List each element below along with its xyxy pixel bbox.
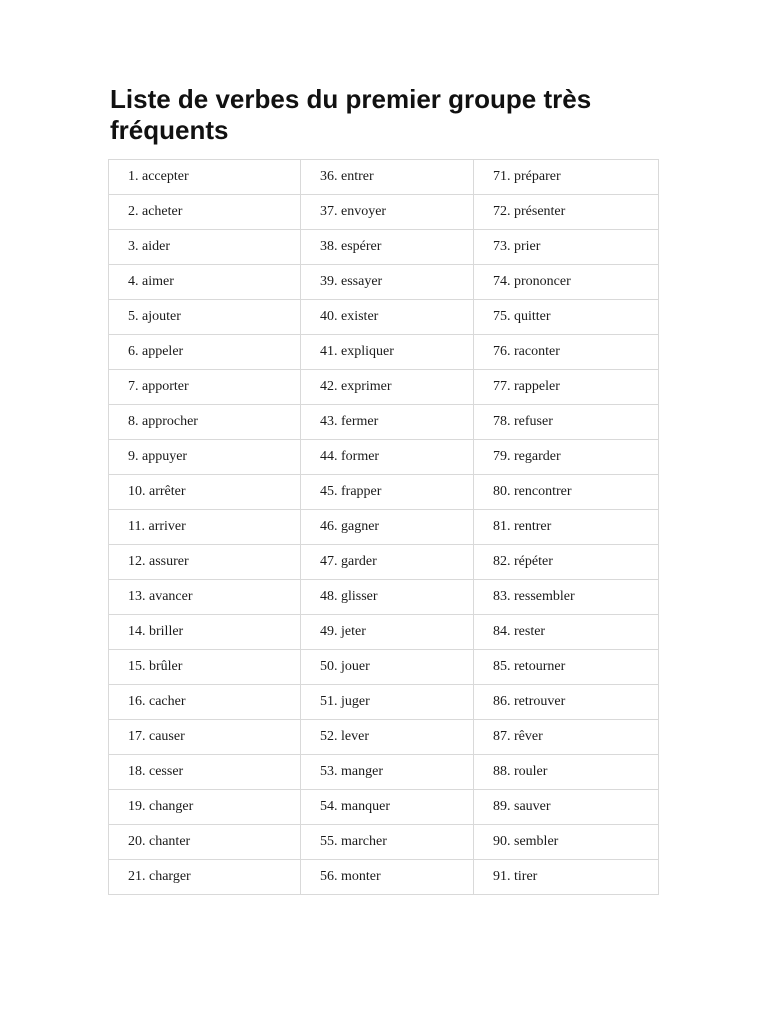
table-cell: 15. brûler [109,650,301,685]
table-row [109,335,659,370]
table-cell: 77. rappeler [474,370,659,405]
table-cell: 84. rester [474,615,659,650]
table-cell: 3. aider [109,230,301,265]
table-cell: 6. appeler [109,335,301,370]
table-cell: 9. appuyer [109,440,301,475]
table-cell: 76. raconter [474,335,659,370]
table-cell: 39. essayer [301,265,474,300]
table-row [109,440,659,475]
table-cell: 55. marcher [301,825,474,860]
table-cell: 54. manquer [301,790,474,825]
table-cell: 52. lever [301,720,474,755]
table-row [109,860,659,895]
table-cell: 38. espérer [301,230,474,265]
table-cell: 17. causer [109,720,301,755]
table-cell: 36. entrer [301,160,474,195]
table-cell: 79. regarder [474,440,659,475]
table-cell: 45. frapper [301,475,474,510]
table-cell: 89. sauver [474,790,659,825]
table-cell: 8. approcher [109,405,301,440]
table-cell: 50. jouer [301,650,474,685]
table-cell: 40. exister [301,300,474,335]
table-row [109,580,659,615]
table-row [109,825,659,860]
table-cell: 56. monter [301,860,474,895]
table-cell: 91. tirer [474,860,659,895]
table-cell: 14. briller [109,615,301,650]
table-cell: 86. retrouver [474,685,659,720]
table-cell: 21. charger [109,860,301,895]
table-row [109,230,659,265]
table-cell: 13. avancer [109,580,301,615]
table-cell: 18. cesser [109,755,301,790]
table-cell: 4. aimer [109,265,301,300]
table-cell: 82. répéter [474,545,659,580]
table-row [109,615,659,650]
table-cell: 2. acheter [109,195,301,230]
table-cell: 48. glisser [301,580,474,615]
table-cell: 51. juger [301,685,474,720]
table-cell: 20. chanter [109,825,301,860]
table-cell: 85. retourner [474,650,659,685]
page-title: Liste de verbes du premier groupe très fréquents [110,84,592,145]
verb-table [108,159,659,895]
table-cell: 88. rouler [474,755,659,790]
table-cell: 78. refuser [474,405,659,440]
table-cell: 71. préparer [474,160,659,195]
table-cell: 80. rencontrer [474,475,659,510]
table-row [109,685,659,720]
table-row [109,720,659,755]
table-cell: 43. fermer [301,405,474,440]
table-cell: 83. ressembler [474,580,659,615]
table-cell: 12. assurer [109,545,301,580]
table-row [109,370,659,405]
table-cell: 37. envoyer [301,195,474,230]
table-cell: 42. exprimer [301,370,474,405]
table-cell: 46. gagner [301,510,474,545]
table-cell: 74. prononcer [474,265,659,300]
table-row [109,755,659,790]
table-row [109,510,659,545]
table-cell: 41. expliquer [301,335,474,370]
table-cell: 87. rêver [474,720,659,755]
table-row [109,650,659,685]
table-cell: 75. quitter [474,300,659,335]
table-row [109,160,659,195]
table-cell: 16. cacher [109,685,301,720]
table-cell: 19. changer [109,790,301,825]
table-row [109,790,659,825]
table-cell: 47. garder [301,545,474,580]
table-cell: 53. manger [301,755,474,790]
table-row [109,195,659,230]
table-cell: 11. arriver [109,510,301,545]
table-cell: 49. jeter [301,615,474,650]
table-row [109,475,659,510]
table-cell: 10. arrêter [109,475,301,510]
table-row [109,405,659,440]
table-row [109,300,659,335]
table-cell: 7. apporter [109,370,301,405]
table-row [109,545,659,580]
table-cell: 73. prier [474,230,659,265]
table-cell: 90. sembler [474,825,659,860]
table-cell: 44. former [301,440,474,475]
table-cell: 5. ajouter [109,300,301,335]
table-cell: 72. présenter [474,195,659,230]
table-cell: 81. rentrer [474,510,659,545]
table-row [109,265,659,300]
verb-table-body [109,160,659,895]
table-cell: 1. accepter [109,160,301,195]
